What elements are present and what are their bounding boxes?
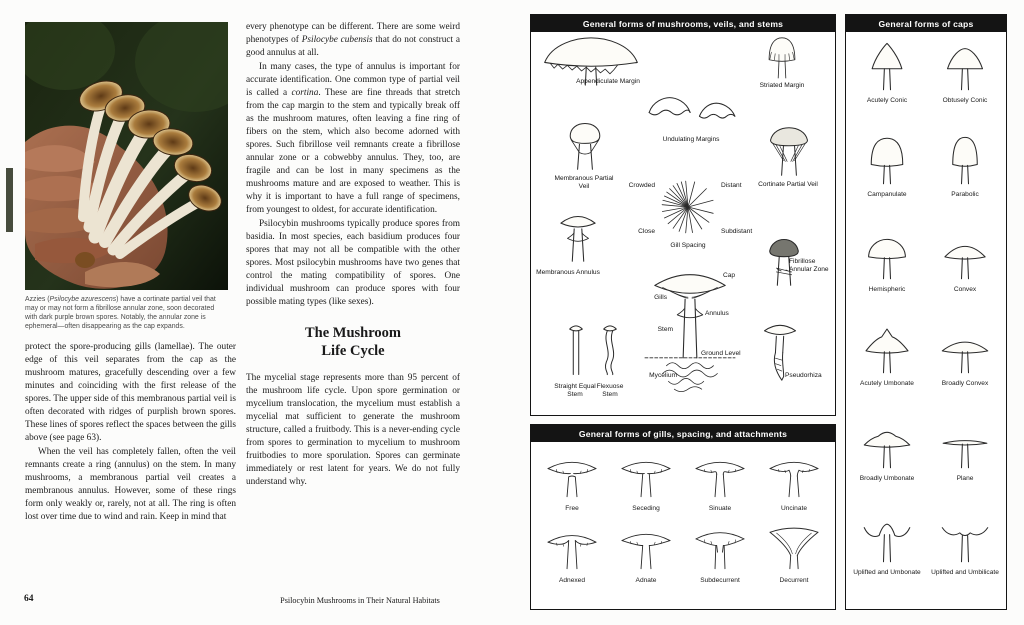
cap-form-item [848, 322, 926, 417]
gill-decurrent-illustration [763, 524, 825, 572]
gill-form-item [609, 524, 683, 584]
body-paragraph [246, 21, 460, 60]
forms-panel-title: General forms of mushrooms, veils, and stems [531, 15, 835, 32]
anatomy-gills-label: Gills [654, 293, 667, 301]
body-paragraph: The mycelial stage represents more than 95 percent of the mushroom life cycle. Upon spore germination or mycelium translocation, the mycelium must establish a mycelial mat sufficient to generate the mushroom structure, called a fruitbody. This is a never-ending cycle from spores to germination to mycelium to mushroom fruitbodies to more sporulation. Spores can germinate immediately or rest latent for years. We do not fully understand why. [246, 372, 460, 487]
membranous-annulus-illustration [555, 206, 601, 267]
gill-form-label: Seceding [632, 504, 660, 512]
cap-form-item [926, 417, 1004, 512]
cap-form-label: Obtusely Conic [942, 96, 988, 104]
cortinate-partial-veil-label: Cortinate Partial Veil [758, 180, 818, 188]
gills-panel-title: General forms of gills, spacing, and attachments [531, 425, 835, 442]
cap-form-label: Hemispheric [868, 285, 906, 293]
gill-form-label: Uncinate [780, 504, 808, 512]
photo-caption [25, 295, 228, 331]
appendiculate-margin-label: Appendiculate Margin [576, 77, 640, 85]
anatomy-cap-label: Cap [723, 271, 736, 279]
caps-panel-title: General forms of caps [846, 15, 1006, 32]
cap-campanulate-illustration [860, 133, 914, 189]
cap-uplifted-umbonate-illustration [860, 511, 914, 567]
membranous-annulus-label: Membranous Annulus [536, 268, 600, 276]
gill-seceding-illustration [615, 452, 677, 500]
page-edge-mark [6, 168, 13, 232]
anatomy-ground-level-label: Ground Level [701, 349, 741, 357]
gill-form-item [757, 452, 831, 512]
cap-form-label: Campanulate [867, 191, 907, 198]
gill-free-illustration [541, 452, 603, 500]
gill-subdecurrent-illustration [689, 524, 751, 572]
undulating-margins-illustration [645, 92, 739, 133]
anatomy-mycelium-label: Mycelium [649, 371, 677, 379]
straight-equal-stem-label: Straight Equal Stem [554, 382, 596, 398]
flexuose-stem-illustration [599, 320, 621, 380]
cap-form-label: Plane [956, 474, 974, 482]
gill-form-label: Decurrent [779, 576, 809, 584]
caps-panel [845, 14, 1007, 610]
forms-panel [530, 14, 836, 416]
body-paragraph: Psilocybin mushrooms typically produce spores from basidia. In most species, each basidium produces four spores that may not all be compatible with the other spores. Most psilocybin mushrooms have two genes that control the mating compatibility of spores. One individual mushroom can produce spores with four possible mating types (like sexes). [246, 219, 460, 308]
running-title: Psilocybin Mushrooms in Their Natural Habitats [280, 596, 440, 605]
gills-grid [531, 442, 835, 586]
cap-form-item [926, 228, 1004, 323]
caption-text-rest: ) have a cortinate partial veil that may or may not form a fibrillose annular zone, soon decorated with dark purple brown spores. Notably, the annular zone is ephemeral—often disappearing as the cap expands. [25, 296, 216, 331]
fibrillose-annular-zone-label: Fibrillose Annular Zone [789, 257, 829, 273]
cap-form-item [848, 133, 926, 228]
cap-form-item [848, 511, 926, 606]
membranous-partial-veil-label: Membranous Partial Veil [554, 174, 614, 190]
gill-uncinate-illustration [763, 452, 825, 500]
term-italic: cortina [291, 88, 319, 99]
species-name-italic: Psilocybe azurescens [49, 296, 117, 303]
cap-form-item [848, 228, 926, 323]
caps-grid [846, 32, 1006, 606]
cap-form-item [926, 511, 1004, 606]
gill-spacing-fan-illustration [657, 176, 719, 238]
gill-adnexed-illustration [541, 524, 603, 572]
cap-form-label: Acutely Conic [866, 96, 908, 104]
gill-spacing-crowded-label: Crowded [628, 181, 655, 189]
left-page-column-2 [246, 21, 460, 489]
cap-parabolic-illustration [938, 133, 992, 189]
body-paragraph: protect the spore-producing gills (lamellae). The outer edge of this veil separates from the cap as the mushroom matures, gracefully descending over a few minutes and coinciding with the first release of the spores. The upper side of this membranous partial veil is often decorated with ridges of purplish brown spores. These lines of spores reflect the spaces between the gills above (see page 63). [25, 342, 236, 444]
body-paragraph [246, 61, 460, 217]
cap-acutely-umbonate-illustration [860, 322, 914, 378]
gill-sinuate-illustration [689, 452, 751, 500]
caption-text: Azzies ( [25, 296, 50, 303]
gill-form-item [683, 452, 757, 512]
cap-form-label: Uplifted and Umbonate [853, 569, 921, 576]
gill-spacing-subdistant-label: Subdistant [721, 227, 753, 235]
cap-form-label: Uplifted and Umbilicate [931, 569, 999, 576]
left-page-column-1 [25, 341, 236, 524]
paragraph-text: In many cases, the type of annulus is important for accurate identification. One common type of partial veil is called a [246, 62, 460, 99]
cap-uplifted-umbilicate-illustration [938, 511, 992, 567]
straight-equal-stem-illustration [565, 320, 587, 380]
gill-form-label: Sinuate [708, 504, 732, 512]
gill-form-label: Subdecurrent [700, 576, 740, 584]
gill-form-item [535, 452, 609, 512]
cap-form-label: Parabolic [951, 191, 979, 198]
gill-spacing-close-label: Close [638, 227, 655, 235]
cap-form-item [848, 39, 926, 134]
cap-form-item [848, 417, 926, 512]
cap-obtusely-conic-illustration [938, 39, 992, 95]
gills-panel [530, 424, 836, 610]
cap-form-item [926, 322, 1004, 417]
cap-form-item [926, 39, 1004, 134]
anatomy-annulus-label: Annulus [705, 309, 729, 317]
cap-form-label: Broadly Umbonate [859, 474, 915, 482]
cap-acutely-conic-illustration [860, 39, 914, 95]
cap-form-label: Acutely Umbonate [860, 380, 914, 387]
gill-spacing-distant-label: Distant [721, 181, 742, 189]
undulating-margins-label: Undulating Margins [662, 135, 720, 143]
species-name-italic: Psilocybe cubensis [301, 35, 373, 46]
cap-broadly-convex-illustration [938, 322, 992, 378]
section-heading: The Mushroom Life Cycle [304, 325, 401, 360]
gill-form-item [757, 524, 831, 584]
gill-adnate-illustration [615, 524, 677, 572]
paragraph-text-rest: . These are fine threads that stretch from the cap margin to the stem and typically break off as the mushroom matures, often leaving a fine ring of fibers on the stem, which also become adorned with spores. Such fibrillose veil remnants create a fibrillose annular zone or a cobwebby annulus. They, too, are fragile and can be lost in many specimens as the mushrooms mature and are exposed to weather. This is why it is important to have a full range of specimens, from youngest to oldest, for accurate identification. [246, 88, 460, 216]
page-number: 64 [24, 594, 34, 604]
cap-hemispheric-illustration [860, 228, 914, 284]
mushroom-hand-photo-illustration [25, 22, 228, 290]
anatomy-stem-label: Stem [657, 325, 673, 333]
paragraph-text-rest: that do not construct a good annulus at all. [246, 35, 460, 59]
photo-mushroom-hand [25, 22, 228, 290]
gill-spacing-label: Gill Spacing [670, 241, 706, 249]
flexuose-stem-label: Flexuose Stem [596, 382, 624, 398]
gill-form-item [609, 452, 683, 512]
body-paragraph: When the veil has completely fallen, often the veil remnants create a ring (annulus) on the stem. In many mushrooms, a membranous partial veil creates a membranous annulus. However, some of these rings form only weakly or, rarely, not at all. The ring is often lost over time due to wind and rain. Keep in mind that [25, 447, 236, 523]
cap-form-label: Broadly Convex [941, 380, 989, 387]
cap-convex-illustration [938, 228, 992, 284]
cap-form-label: Convex [953, 285, 977, 293]
gill-form-item [683, 524, 757, 584]
striated-margin-label: Striated Margin [759, 81, 805, 89]
gill-form-item [535, 524, 609, 584]
gill-form-label: Free [565, 504, 579, 512]
paragraph-text: every phenotype can be different. There are some weird phenotypes of [246, 22, 460, 46]
cap-plane-illustration [938, 417, 992, 473]
membranous-partial-veil-illustration [559, 112, 611, 173]
pseudorhiza-label: Pseudorhiza [785, 371, 822, 379]
striated-margin-illustration [759, 34, 805, 81]
gill-form-label: Adnate [635, 576, 657, 584]
cortinate-partial-veil-illustration [763, 118, 815, 179]
cap-form-item [926, 133, 1004, 228]
cap-broadly-umbonate-illustration [860, 417, 914, 473]
gill-form-label: Adnexed [558, 576, 586, 584]
